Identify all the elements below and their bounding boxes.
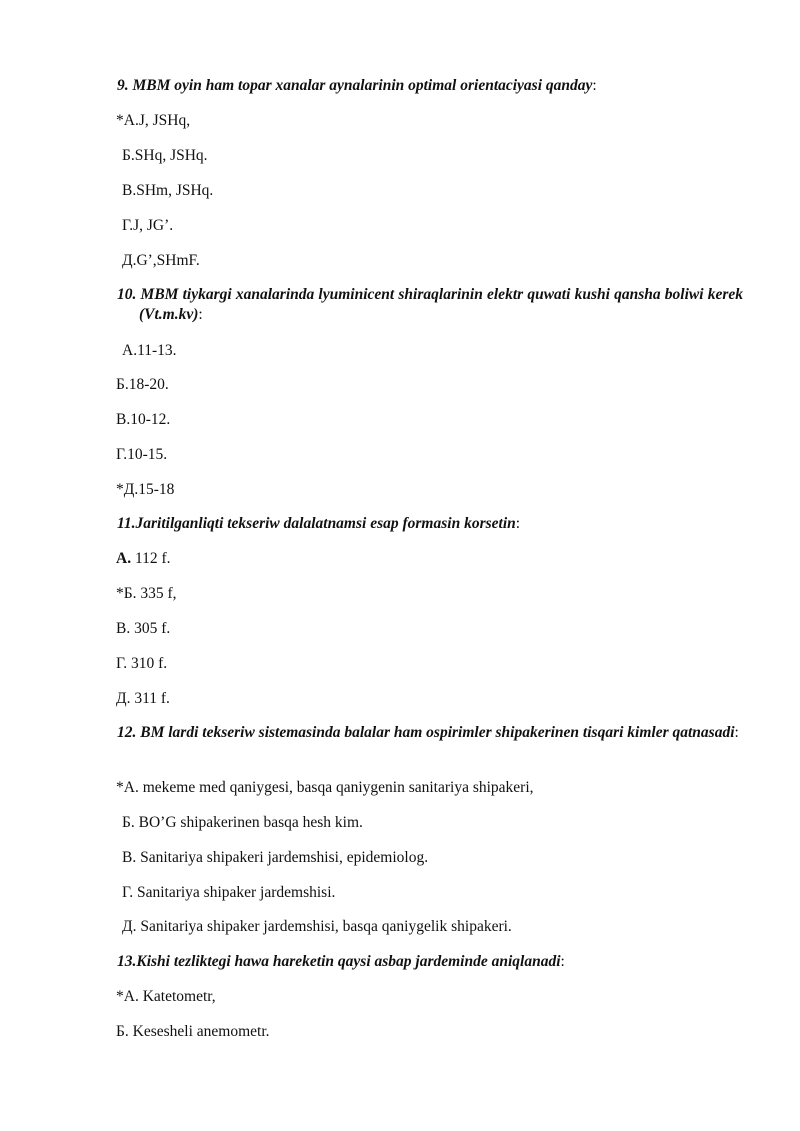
question-colon: : bbox=[515, 515, 521, 532]
question-title: 11.Jaritilganliqti tekseriw dalalatnamsi esap formasin korsetin bbox=[117, 515, 516, 532]
answer-10-v: В.10-12. bbox=[116, 411, 171, 428]
answer-12-g: Г. Sanitariya shipaker jardemshisi. bbox=[122, 884, 336, 901]
question-title: 13.Kishi tezliktegi hawa hareketin qaysi asbap jardeminde aniqlanadi bbox=[117, 953, 561, 970]
question-12 bbox=[117, 723, 743, 743]
answer-13-a: *A. Katetometr, bbox=[116, 988, 216, 1005]
answer-prefix: A. bbox=[116, 550, 132, 567]
question-title: 10. MBM tiykargi xanalarinda lyuminicent shiraqlarinin elektr quwati kushi qansha boliwi kerek (Vt.m.kv) bbox=[117, 286, 743, 323]
question-colon: : bbox=[592, 77, 597, 94]
answer-10-d: *Д.15-18 bbox=[116, 481, 175, 498]
answer-11-g: Г. 310 f. bbox=[116, 655, 168, 672]
answer-11-a bbox=[116, 550, 171, 568]
answer-9-d: Д.G’,SHmF. bbox=[122, 252, 200, 269]
answer-13-b: Б. Kesesheli anemometr. bbox=[116, 1023, 270, 1040]
answer-12-v: В. Sanitariya shipakeri jardemshisi, epidemiolog. bbox=[122, 849, 429, 866]
question-title: 9. MBM oyin ham topar xanalar aynalarinin optimal orientaciyasi qanday bbox=[117, 77, 593, 94]
answer-12-a: *A. mekeme med qaniygesi, basqa qaniygenin sanitariya shipakeri, bbox=[116, 779, 534, 796]
answer-text: 112 f. bbox=[131, 550, 171, 567]
answer-12-b: Б. BO’G shipakerinen basqa hesh kim. bbox=[122, 814, 363, 831]
answer-9-v: В.SHm, JSHq. bbox=[122, 182, 214, 199]
answer-10-a: A.11-13. bbox=[122, 342, 177, 359]
question-10 bbox=[117, 285, 743, 325]
answer-11-b: *Б. 335 f, bbox=[116, 585, 177, 602]
answer-9-b: Б.SHq, JSHq. bbox=[122, 147, 208, 164]
question-colon: : bbox=[560, 953, 565, 970]
question-11 bbox=[117, 514, 743, 534]
answer-11-v: В. 305 f. bbox=[116, 620, 171, 637]
answer-10-g: Г.10-15. bbox=[116, 446, 168, 463]
answer-9-a: *A.J, JSHq, bbox=[116, 112, 191, 129]
answer-9-g: Г.J, JG’. bbox=[122, 217, 174, 234]
question-13 bbox=[117, 952, 743, 972]
question-colon: : bbox=[198, 306, 203, 323]
question-title: 12. BM lardi tekseriw sistemasinda balalar ham ospirimler shipakerinen tisqari kimler qatnasadi bbox=[117, 724, 735, 741]
answer-11-d: Д. 311 f. bbox=[116, 690, 170, 707]
question-9 bbox=[117, 76, 743, 96]
question-colon: : bbox=[734, 724, 739, 741]
answer-12-d: Д. Sanitariya shipaker jardemshisi, basqa qaniygelik shipakeri. bbox=[122, 918, 512, 935]
answer-10-b: Б.18-20. bbox=[116, 376, 169, 393]
